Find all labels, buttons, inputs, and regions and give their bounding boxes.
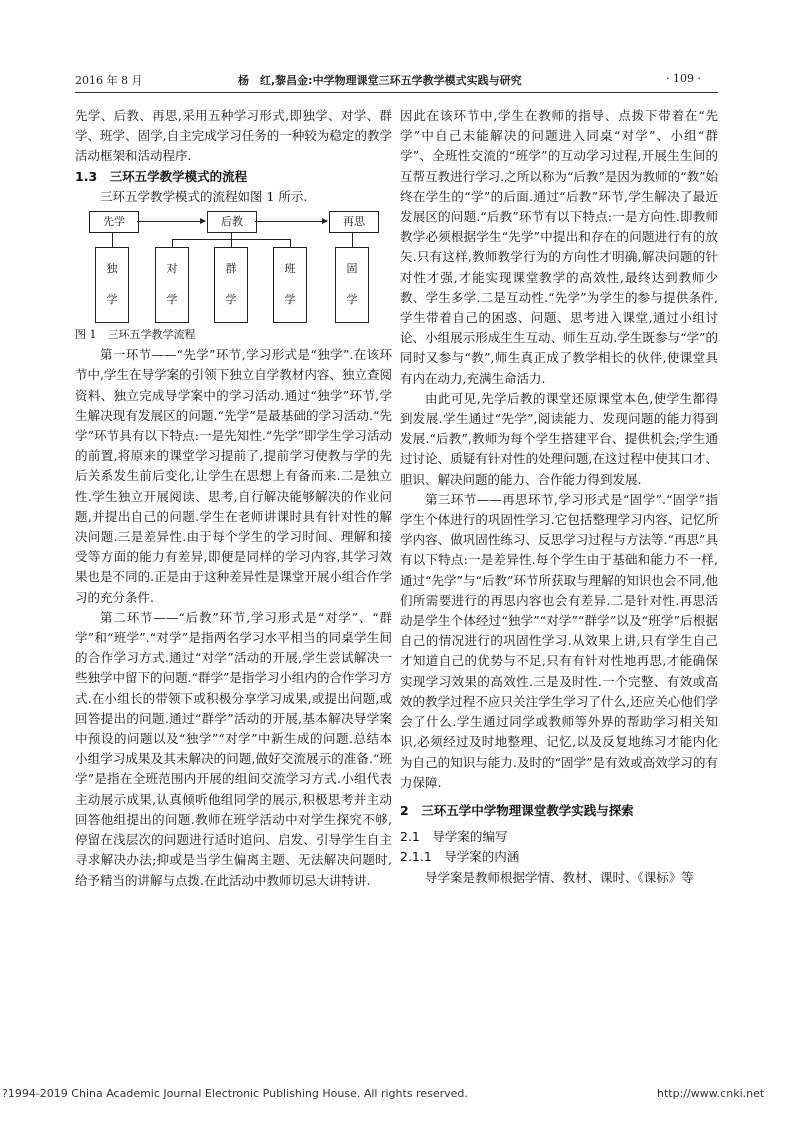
flow-connector xyxy=(231,232,232,239)
flow-diagram xyxy=(75,209,392,325)
header-date: 2016 年 8 月 xyxy=(75,74,143,87)
section-heading-2: 2 三环五学中学物理课堂教学实践与探索 xyxy=(400,802,634,818)
flow-box-guxue: 固 学 xyxy=(335,247,369,323)
flow-box-duxue: 独 学 xyxy=(95,247,129,323)
flow-box-banxue: 班 学 xyxy=(273,247,307,323)
flow-box-xianxue: 先学 xyxy=(89,211,139,233)
figure-caption: 图 1 三环五学教学流程 xyxy=(75,328,196,342)
paragraph: 三环五学教学模式的流程如图 1 所示. xyxy=(100,188,308,204)
left-column xyxy=(75,106,392,891)
section-heading-2-1-1: 2.1.1 导学案的内涵 xyxy=(400,849,520,865)
paragraph: 因此在该环节中,学生在教师的指导、点拨下带着在“先学”中自己未能解决的问题进入同桌“对学”、小组“群学”、全班性交流的“班学”的互动学习过程,开展生生间的互帮互教进行学习.之所以称为“后教”是因为教师的“教”始终在学生的“学”的后面.通过“后教”环节,学生解决了最近发展区的问题.“后教”环节有以下特点:一是方向性.即教师教学必须根据学生“先学”中提出和存在的问题进行有的放矢.只有这样,教师教学行为的方向性才明确,解决问题的针对性才强,才能实现课堂教学的高效性,最终达到教师少教、学生多学.二是互动性.“先学”为学生的参与提供条件,学生带着自己的困惑、问题、思考进入课堂,通过小组讨论、小组展示形成生生互动、师生互动.学生既参与“学”的同时又参与“教”,师生真正成了教学相长的伙伴,使课堂具有内在动力,充满生命活力. xyxy=(400,108,718,386)
flow-box-houjiao: 后教 xyxy=(207,211,257,233)
header-page-number: · 109 · xyxy=(666,72,701,85)
flow-connector xyxy=(172,239,173,247)
header-rule xyxy=(75,92,718,93)
footer-copyright: ?1994-2019 China Academic Journal Electronic Publishing House. All rights reserved. xyxy=(2,1087,468,1100)
paragraph: 第三环节——再思环节,学习形式是“固学”.“固学”指学生个体进行的巩固性学习.它包括整理学习内容、记忆所学内容、做巩固性练习、反思学习过程与方法等.“再思”具有以下特点:一是差异性.每个学生由于基础和能力不一样,通过“先学”与“后教”环节所获取与理解的知识也会不同,他们所需要进行的再思内容也会有差异.二是针对性.再思活动是学生个体经过“独学”“对学”“群学”以及“班学”后根据自己的情况进行的巩固性学习.从效果上讲,只有学生自己才知道自己的优势与不足,只有有针对性地再思,才能确保实现学习效果的高效性.三是及时性.一个完整、有效或高效的教学过程不应只关注学生学习了什么,还应关心他们学会了什么.学生通过同学或教师等外界的帮助学习相关知识,必须经过及时地整理、记忆,以及反复地练习才能内化为自己的知识与能力.及时的“固学”是有效或高效学习的有力保障. xyxy=(400,491,718,790)
section-heading-2-1: 2.1 导学案的编写 xyxy=(400,829,508,845)
paragraph: 第一环节——“先学”环节,学习形式是“独学”.在该环节中,学生在导学案的引领下独立自学教材内容、独立查阅资料、独立完成导学案中的学习活动.通过“独学”环节,学生解决现有发展区的问题.“先学”是最基础的学习活动.“先学”环节具有以下特点:一是先知性.“先学”即学生学习活动的前置,将原来的课堂学习提前了,提前学习使教与学的先后关系发生前后变化,让学生在思想上有备而来.二是独立性.学生独立开展阅读、思考,自行解决能够解决的作业问题,并提出自己的问题.学生在老师讲课时具有针对性的解决问题.三是差异性.由于每个学生的学习时间、理解和接受等方面的能力有差异,即便是同样的学习内容,其学习效果也是不同的.正是由于这种差异性是课堂开展小组合作学习的充分条件. xyxy=(75,347,392,605)
paragraph: 先学、后教、再思,采用五种学习形式,即独学、对学、群学、班学、固学,自主完成学习任务的一种较为稳定的教学活动框架和活动程序. xyxy=(75,108,392,164)
footer-url[interactable]: http://www.cnki.net xyxy=(657,1087,765,1100)
flow-box-qunxue: 群 学 xyxy=(214,247,248,323)
paragraph: 第二环节——“后教”环节,学习形式是“对学”、“群学”和“班学”.“对学”是指两名学习水平相当的同桌学生间的合作学习方式.通过“对学”活动的开展,学生尝试解决一些独学中留下的问题.“群学”是指学习小组内的合作学习方式.在小组长的带领下或积极分享学习成果,或提出问题,或回答提出的问题.通过“群学”活动的开展,基本解决导学案中预设的问题以及“独学”“对学”中新生成的问题.总结本小组学习成果及其未解决的问题,做好交流展示的准备.“班学”是指在全班范围内开展的组间交流学习方式.小组代表主动展示成果,认真倾听他组同学的展示,积极思考并主动回答他组提出的问题.教师在班学活动中对学生探究不够,停留在浅层次的问题进行适时追问、启发、引导学生自主寻求解决办法;抑或是当学生偏离主题、无法解决问题时,给予精当的讲解与点拨.在此活动中教师切忌大讲特讲. xyxy=(75,609,392,888)
flow-arrow xyxy=(255,221,327,222)
flow-connector xyxy=(352,232,353,247)
flow-arrow xyxy=(137,221,205,222)
flow-box-zaisi: 再思 xyxy=(329,211,379,233)
right-column xyxy=(400,106,718,888)
flow-connector xyxy=(112,232,113,247)
flow-connector xyxy=(231,239,232,247)
section-heading-1-3: 1.3 三环五学教学模式的流程 xyxy=(75,168,248,184)
flow-connector xyxy=(290,239,291,247)
paragraph: 导学案是教师根据学情、教材、课时、《课标》等 xyxy=(425,869,694,885)
flow-box-duixue: 对 学 xyxy=(155,247,189,323)
header-title: 杨 红,黎昌金:中学物理课堂三环五学教学模式实践与研究 xyxy=(238,74,522,87)
paragraph: 由此可见,先学后教的课堂还原课堂本色,使学生都得到发展.学生通过“先学”,阅读能力、发现问题的能力得到发展.“后教”,教师为每个学生搭建平台、提供机会;学生通过讨论、质疑有针对性的处理问题,在这过程中使其口才、胆识、解决问题的能力、合作能力得到发展. xyxy=(400,390,718,487)
